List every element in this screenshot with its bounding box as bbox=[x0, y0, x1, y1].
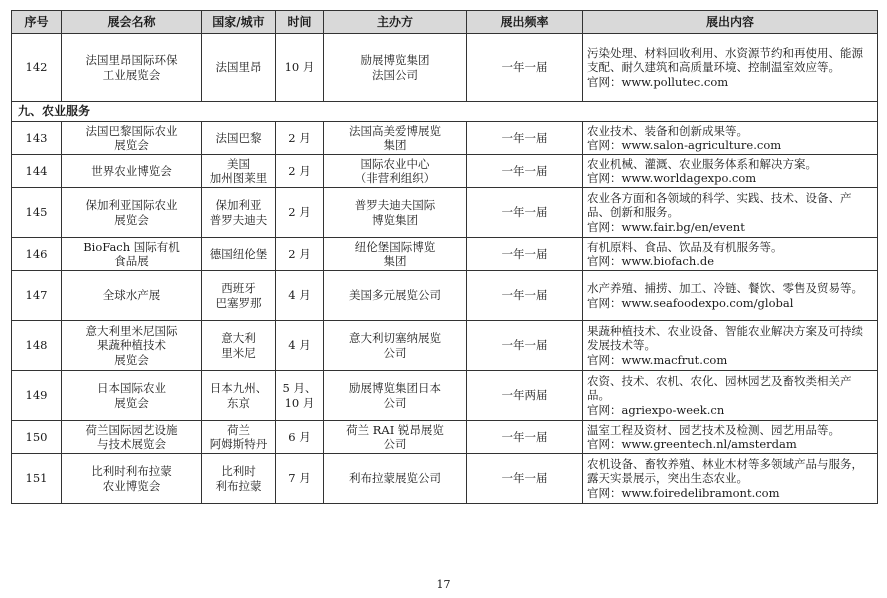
header-time: 时间 bbox=[276, 11, 324, 34]
header-content: 展出内容 bbox=[583, 11, 878, 34]
cell-name: 全球水产展 bbox=[62, 271, 202, 321]
cell-frequency: 一年一届 bbox=[467, 454, 583, 504]
cell-country: 西班牙 巴塞罗那 bbox=[202, 271, 276, 321]
table-row bbox=[12, 155, 878, 188]
header-name: 展会名称 bbox=[62, 11, 202, 34]
table-row bbox=[12, 421, 878, 454]
table-row bbox=[12, 122, 878, 155]
cell-content: 农业机械、灌溉、农业服务体系和解决方案。 官网：www.worldagexpo.com bbox=[583, 155, 878, 188]
cell-organizer: 利布拉蒙展览公司 bbox=[324, 454, 467, 504]
cell-time: 2 月 bbox=[276, 238, 324, 271]
cell-no: 151 bbox=[12, 454, 62, 504]
cell-no: 143 bbox=[12, 122, 62, 155]
cell-name: 法国巴黎国际农业 展览会 bbox=[62, 122, 202, 155]
section-rows bbox=[12, 122, 878, 504]
cell-frequency: 一年一届 bbox=[467, 188, 583, 238]
cell-name: 比利时利布拉蒙 农业博览会 bbox=[62, 454, 202, 504]
header-no: 序号 bbox=[12, 11, 62, 34]
cell-time: 6 月 bbox=[276, 421, 324, 454]
cell-time: 10 月 bbox=[276, 34, 324, 102]
cell-no: 149 bbox=[12, 371, 62, 421]
table-header-row bbox=[12, 11, 878, 34]
cell-organizer: 国际农业中心 （非营利组织） bbox=[324, 155, 467, 188]
cell-country: 德国纽伦堡 bbox=[202, 238, 276, 271]
cell-content: 污染处理、材料回收利用、水资源节约和再使用、能源支配、耐久建筑和高质量环境、控制温室效应等。 官网：www.pollutec.com bbox=[583, 34, 878, 102]
cell-content: 有机原料、食品、饮品及有机服务等。 官网：www.biofach.de bbox=[583, 238, 878, 271]
cell-name: 意大利里米尼国际 果蔬种植技术 展览会 bbox=[62, 321, 202, 371]
cell-time: 4 月 bbox=[276, 271, 324, 321]
cell-country: 意大利 里米尼 bbox=[202, 321, 276, 371]
cell-frequency: 一年一届 bbox=[467, 271, 583, 321]
header-country: 国家/城市 bbox=[202, 11, 276, 34]
cell-content: 果蔬种植技术、农业设备、智能农业解决方案及可持续发展技术等。 官网：www.macfrut.com bbox=[583, 321, 878, 371]
cell-country: 保加利亚 普罗夫迪夫 bbox=[202, 188, 276, 238]
cell-country: 法国巴黎 bbox=[202, 122, 276, 155]
table-row bbox=[12, 321, 878, 371]
cell-organizer: 励展博览集团 法国公司 bbox=[324, 34, 467, 102]
cell-name: 荷兰国际园艺设施 与技术展览会 bbox=[62, 421, 202, 454]
cell-country: 美国 加州图莱里 bbox=[202, 155, 276, 188]
cell-no: 144 bbox=[12, 155, 62, 188]
cell-content: 农资、技术、农机、农化、园林园艺及畜牧类相关产品。 官网：agriexpo-week.cn bbox=[583, 371, 878, 421]
exhibition-table bbox=[11, 10, 878, 504]
cell-name: 法国里昂国际环保 工业展览会 bbox=[62, 34, 202, 102]
cell-organizer: 美国多元展览公司 bbox=[324, 271, 467, 321]
cell-name: 日本国际农业 展览会 bbox=[62, 371, 202, 421]
cell-frequency: 一年两届 bbox=[467, 371, 583, 421]
table-row bbox=[12, 238, 878, 271]
cell-frequency: 一年一届 bbox=[467, 122, 583, 155]
cell-country: 荷兰 阿姆斯特丹 bbox=[202, 421, 276, 454]
cell-time: 4 月 bbox=[276, 321, 324, 371]
cell-content: 农业技术、装备和创新成果等。 官网：www.salon-agriculture.com bbox=[583, 122, 878, 155]
cell-content: 农机设备、畜牧养殖、林业木材等多领域产品与服务，露天实景展示，突出生态农业。 官网：www.foiredelibramont.com bbox=[583, 454, 878, 504]
cell-time: 2 月 bbox=[276, 155, 324, 188]
cell-content: 农业各方面和各领域的科学、实践、技术、设备、产品、创新和服务。 官网：www.fair.bg/en/event bbox=[583, 188, 878, 238]
cell-country: 法国里昂 bbox=[202, 34, 276, 102]
cell-no: 145 bbox=[12, 188, 62, 238]
table-row bbox=[12, 271, 878, 321]
cell-country: 日本九州、 东京 bbox=[202, 371, 276, 421]
cell-no: 147 bbox=[12, 271, 62, 321]
section-row bbox=[12, 102, 878, 122]
cell-no: 148 bbox=[12, 321, 62, 371]
cell-frequency: 一年一届 bbox=[467, 238, 583, 271]
cell-organizer: 普罗夫迪夫国际 博览集团 bbox=[324, 188, 467, 238]
cell-frequency: 一年一届 bbox=[467, 155, 583, 188]
cell-name: BioFach 国际有机 食品展 bbox=[62, 238, 202, 271]
cell-time: 5 月、 10 月 bbox=[276, 371, 324, 421]
cell-name: 保加利亚国际农业 展览会 bbox=[62, 188, 202, 238]
cell-no: 142 bbox=[12, 34, 62, 102]
table-row bbox=[12, 188, 878, 238]
cell-organizer: 纽伦堡国际博览 集团 bbox=[324, 238, 467, 271]
cell-frequency: 一年一届 bbox=[467, 34, 583, 102]
header-organizer: 主办方 bbox=[324, 11, 467, 34]
cell-name: 世界农业博览会 bbox=[62, 155, 202, 188]
section-title: 九、农业服务 bbox=[12, 102, 878, 122]
cell-no: 150 bbox=[12, 421, 62, 454]
cell-time: 2 月 bbox=[276, 122, 324, 155]
cell-time: 7 月 bbox=[276, 454, 324, 504]
cell-organizer: 法国高美爱博展览 集团 bbox=[324, 122, 467, 155]
table-row bbox=[12, 454, 878, 504]
header-frequency: 展出频率 bbox=[467, 11, 583, 34]
cell-content: 温室工程及资材、园艺技术及检测、园艺用品等。 官网：www.greentech.nl/amsterdam bbox=[583, 421, 878, 454]
table-row bbox=[12, 371, 878, 421]
page-number: 17 bbox=[436, 578, 451, 591]
cell-country: 比利时 利布拉蒙 bbox=[202, 454, 276, 504]
cell-frequency: 一年一届 bbox=[467, 421, 583, 454]
cell-content: 水产养殖、捕捞、加工、冷链、餐饮、零售及贸易等。 官网：www.seafoodexpo.com/global bbox=[583, 271, 878, 321]
cell-organizer: 意大利切塞纳展览 公司 bbox=[324, 321, 467, 371]
table-row bbox=[12, 34, 878, 102]
cell-frequency: 一年一届 bbox=[467, 321, 583, 371]
cell-organizer: 荷兰 RAI 锐昂展览 公司 bbox=[324, 421, 467, 454]
cell-organizer: 励展博览集团日本 公司 bbox=[324, 371, 467, 421]
cell-no: 146 bbox=[12, 238, 62, 271]
cell-time: 2 月 bbox=[276, 188, 324, 238]
